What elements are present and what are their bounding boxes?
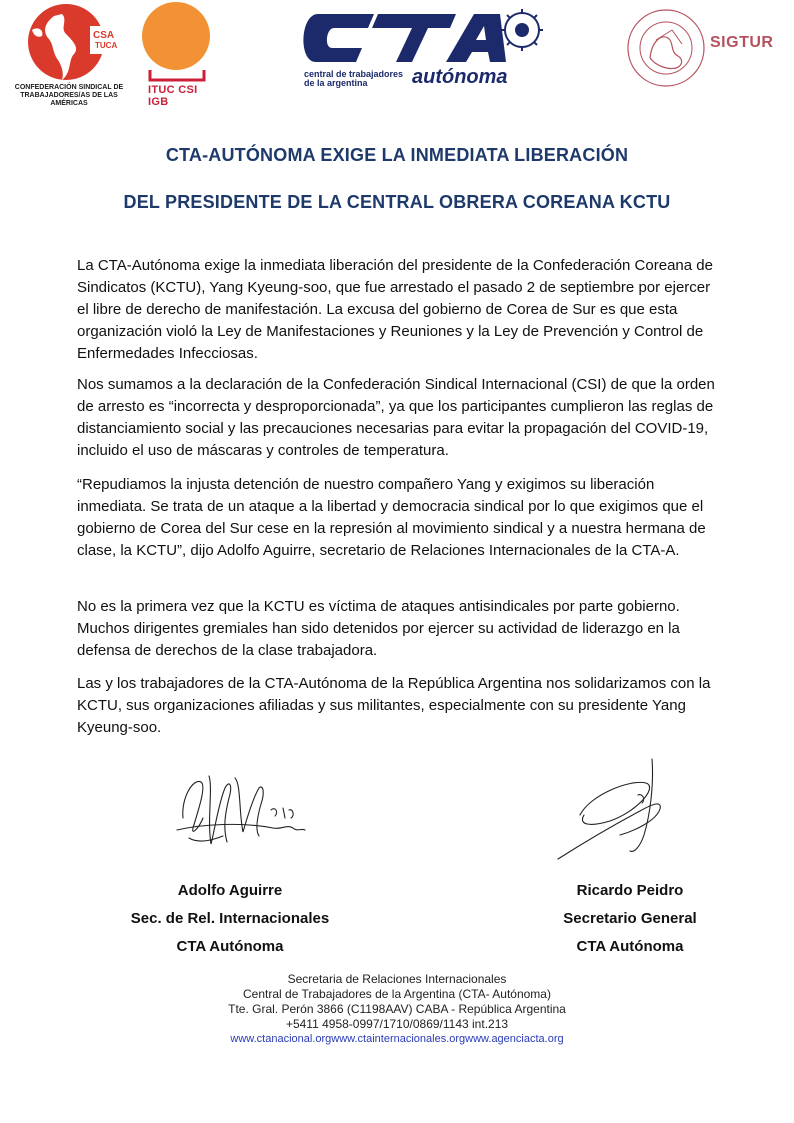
signature-adolfo-aguirre bbox=[163, 758, 323, 868]
csa-caption-line2: TRABAJADORES/AS DE LAS AMÉRICAS bbox=[20, 92, 118, 107]
csa-badge-sub: TUCA bbox=[95, 41, 118, 50]
cta-subtitle-line2: de la argentina bbox=[304, 78, 368, 88]
footer-phone: +5411 4958-0997/1710/0869/1143 int.213 bbox=[285, 1017, 509, 1031]
body-paragraph-3: “Repudiamos la injusta detención de nuestro compañero Yang y exigimos su liberación inmediata. Se trata de un ataque a la libertad y democracia sindical por lo que exigimos que el gobierno de Corea del Sur cese en la represión al movimiento sindical y a nuestra hermana de clase, la KCTU”, dijo Adolfo Aguirre, secretario de Relaciones Internacionales de la CTA-A. bbox=[77, 476, 706, 559]
sigtur-logo bbox=[612, 0, 794, 100]
signatory-left-name: Adolfo Aguirre bbox=[177, 882, 283, 899]
body-paragraph-4: No es la primera vez que la KCTU es víctima de ataques antisindicales por parte gobierno. Muchos dirigentes gremiales han sido detenidos por ejercer su actividad de liderazgo en la defensa de derechos de la clase trabajadora. bbox=[77, 598, 680, 659]
ituc-text: ITUC CSI IGB bbox=[148, 84, 198, 108]
signatory-right-org: CTA Autónoma bbox=[576, 938, 684, 955]
signatory-left-role: Sec. de Rel. Internacionales bbox=[130, 910, 330, 927]
footer-department: Secretaria de Relaciones Internacionales bbox=[287, 972, 507, 986]
footer bbox=[0, 972, 794, 1047]
signatory-right-role: Secretario General bbox=[563, 910, 697, 927]
sigtur-text: SIGTUR bbox=[710, 34, 774, 51]
body-paragraph-5: Las y los trabajadores de la CTA-Autónoma de la República Argentina nos solidarizamos con la KCTU, sus organizaciones afiliadas y sus militantes, especialmente con su presidente Yang Kyeung-soo. bbox=[77, 675, 711, 736]
sigtur-ring-icon bbox=[612, 0, 722, 100]
csa-caption-line1: CONFEDERACIÓN SINDICAL DE bbox=[14, 84, 124, 91]
body-paragraph-1: La CTA-Autónoma exige la inmediata liberación del presidente de la Confederación Coreana de Sindicatos (KCTU), Yang Kyeung-soo, que fue arrestado el pasado 2 de septiembre por ejercer el libre de derecho de manifestación. La excusa del gobierno de Corea de Sur es que esta organización violó la Ley de Manifestaciones y Reuniones y la Ley de Prevención y Control de Enfermedades Infecciosas. bbox=[77, 257, 713, 362]
cta-wordmark-autonoma: autónoma bbox=[412, 66, 508, 88]
cta-subtitle-line1: central de trabajadores bbox=[304, 69, 404, 79]
csa-badge: CSA bbox=[93, 30, 115, 41]
cta-wordmark-icon bbox=[296, 8, 556, 68]
signatory-right bbox=[500, 877, 760, 961]
signatory-left bbox=[80, 877, 380, 961]
footer-organization: Central de Trabajadores de la Argentina (CTA- Autónoma) bbox=[243, 987, 551, 1001]
ituc-logo bbox=[140, 0, 220, 108]
ituc-mark-icon bbox=[140, 0, 220, 86]
body-paragraph-2: Nos sumamos a la declaración de la Confederación Sindical Internacional (CSI) de que la orden de arresto es “incorrecta y desproporcionada”, ya que los participantes cumplieron las reglas de distanciamiento social y las precauciones necesarias para evitar la propagación del COVID-19, incluido el uso de máscaras y controles de temperatura. bbox=[77, 376, 715, 459]
footer-address: Tte. Gral. Perón 3866 (C1198AAV) CABA - República Argentina bbox=[228, 1002, 566, 1016]
csa-tuca-logo bbox=[2, 0, 134, 108]
signature-ricardo-peidro bbox=[550, 755, 685, 867]
signatory-right-name: Ricardo Peidro bbox=[576, 882, 684, 899]
document-title-line1: CTA-AUTÓNOMA EXIGE LA INMEDIATA LIBERACIÓN bbox=[165, 145, 629, 165]
document-title-line2: DEL PRESIDENTE DE LA CENTRAL OBRERA COREANA KCTU bbox=[123, 192, 671, 212]
signatory-left-org: CTA Autónoma bbox=[176, 938, 284, 955]
cta-autonoma-logo bbox=[296, 8, 556, 90]
footer-links[interactable]: www.ctanacional.orgwww.ctainternacionales.orgwww.agenciacta.org bbox=[230, 1033, 564, 1045]
